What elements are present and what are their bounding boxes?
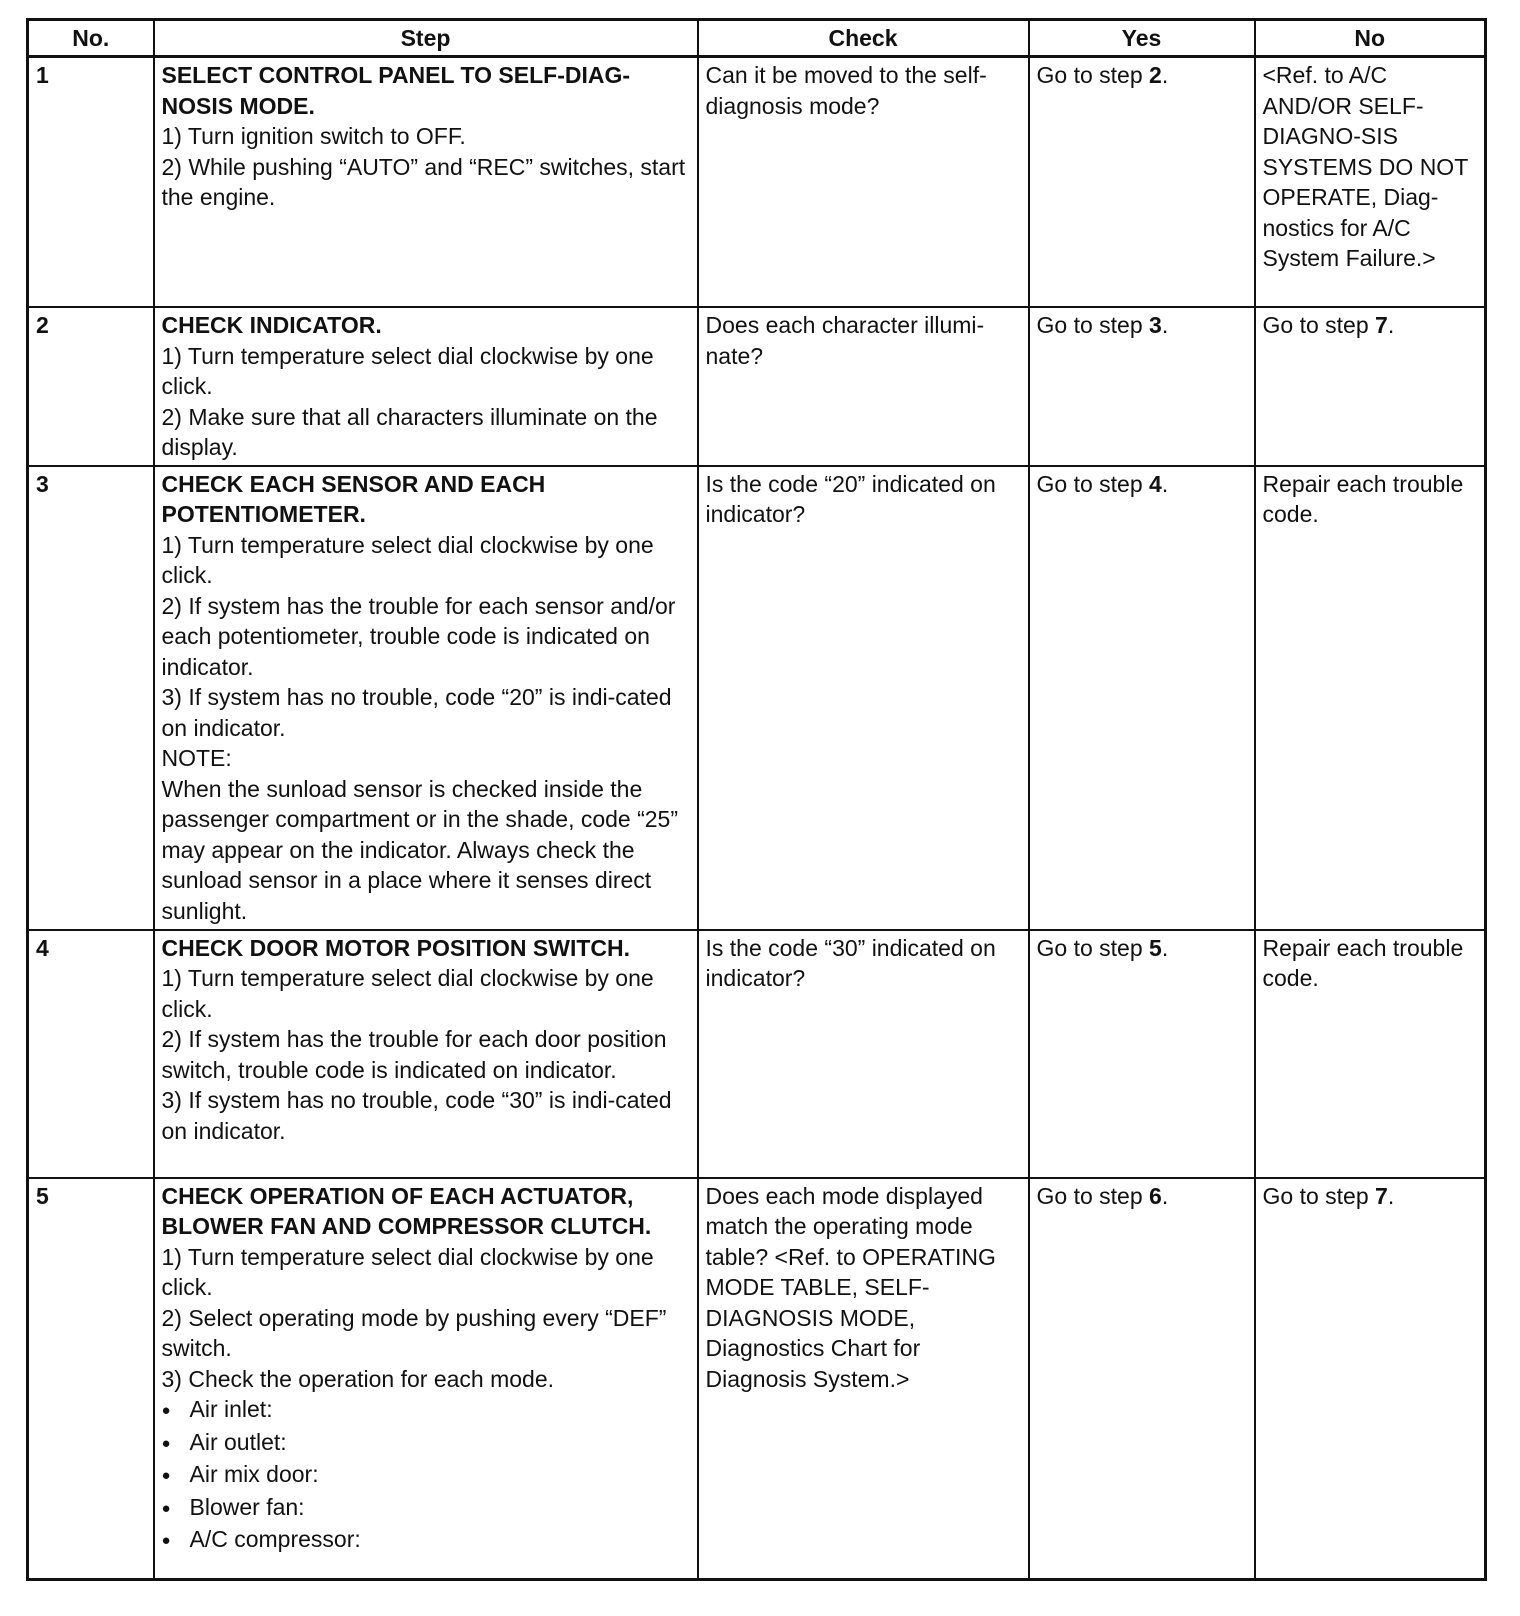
step-line: 3) If system has no trouble, code “30” is indi-cated on indicator.	[161, 1087, 672, 1144]
header-step: Step	[154, 20, 698, 57]
diagnostic-table	[26, 18, 1487, 1581]
step-line: 2) Select operating mode by pushing every “DEF” switch.	[161, 1304, 667, 1361]
yes-prefix: Go to step	[1036, 934, 1150, 961]
no-cell: <Ref. to A/C AND/OR SELF-DIAGNO-SIS SYSTEMS DO NOT OPERATE, Diag-nostics for A/C System Failure.>	[1255, 57, 1486, 308]
step-title: CHECK EACH SENSOR AND EACH POTENTIOMETER.	[161, 470, 546, 527]
table-row	[28, 57, 1486, 308]
step-line: 2) If system has the trouble for each sensor and/or each potentiometer, trouble code is indicated on indicator.	[161, 592, 676, 680]
header-no: No.	[28, 20, 154, 57]
table-row	[28, 307, 1486, 466]
bullet-item: ● Air mix door:	[162, 1459, 690, 1492]
yes-cell: Go to step 6.	[1029, 1178, 1255, 1580]
step-title: SELECT CONTROL PANEL TO SELF-DIAG-NOSIS MODE.	[161, 62, 631, 119]
step-number: 4	[28, 930, 154, 1178]
step-number: 5	[28, 1178, 154, 1580]
yes-prefix: Go to step	[1036, 1182, 1150, 1209]
check-cell: Is the code “20” indicated on indicator?	[698, 466, 1029, 930]
step-line: 1) Turn temperature select dial clockwise by one click.	[161, 531, 654, 588]
no-step-number: 7	[1375, 312, 1388, 338]
table-row	[28, 1178, 1486, 1580]
step-line: 2) While pushing “AUTO” and “REC” switches, start the engine.	[161, 153, 686, 210]
step-line: 2) Make sure that all characters illuminate on the display.	[161, 403, 658, 460]
yes-step-number: 6	[1149, 1182, 1162, 1209]
step-cell	[154, 57, 698, 308]
no-cell: Go to step 7.	[1255, 307, 1486, 466]
yes-cell: Go to step 4.	[1029, 466, 1255, 930]
step-line: 1) Turn ignition switch to OFF.	[161, 123, 466, 149]
header-yes: Yes	[1029, 20, 1255, 57]
step-line: 1) Turn temperature select dial clockwise by one click.	[161, 1243, 654, 1300]
table-header-row	[28, 20, 1486, 57]
step-cell	[154, 307, 698, 466]
step-line: 1) Turn temperature select dial clockwise by one click.	[161, 965, 654, 1022]
note-text: When the sunload sensor is checked inside the passenger compartment or in the shade, code “25” may appear on the indicator. Always check the sunload sensor in a place where it senses direct sunlight.	[161, 775, 679, 924]
step-cell	[154, 1178, 698, 1580]
check-cell: Does each mode displayed match the operating mode table? <Ref. to OPERATING MODE TABLE, SELF-DIAGNOSIS MODE, Diagnostics Chart for Diagnosis System.>	[698, 1178, 1029, 1580]
bullet-item: ● Air inlet:	[162, 1394, 690, 1427]
bullet-item: ● A/C compressor:	[162, 1524, 690, 1557]
table-row	[28, 930, 1486, 1178]
yes-prefix: Go to step	[1036, 312, 1150, 338]
yes-step-number: 3	[1149, 312, 1162, 338]
no-step-number: 7	[1375, 1182, 1388, 1209]
yes-step-number: 2	[1149, 62, 1162, 88]
yes-cell: Go to step 3.	[1029, 307, 1255, 466]
yes-cell: Go to step 5.	[1029, 930, 1255, 1178]
no-cell: Repair each trouble code.	[1255, 930, 1486, 1178]
step-title: CHECK DOOR MOTOR POSITION SWITCH.	[161, 934, 631, 961]
check-cell: Can it be moved to the self-diagnosis mode?	[698, 57, 1029, 308]
header-check: Check	[698, 20, 1029, 57]
yes-prefix: Go to step	[1036, 62, 1150, 88]
step-line: 3) If system has no trouble, code “20” is indi-cated on indicator.	[161, 684, 672, 741]
step-title: CHECK OPERATION OF EACH ACTUATOR, BLOWER FAN AND COMPRESSOR CLUTCH.	[161, 1182, 652, 1239]
yes-prefix: Go to step	[1036, 470, 1150, 497]
yes-step-number: 4	[1149, 470, 1162, 497]
step-cell	[154, 930, 698, 1178]
check-cell: Does each character illumi-nate?	[698, 307, 1029, 466]
check-cell: Is the code “30” indicated on indicator?	[698, 930, 1029, 1178]
bullet-item: ● Air outlet:	[162, 1427, 690, 1460]
step-line: 1) Turn temperature select dial clockwise by one click.	[161, 342, 654, 399]
no-cell: Repair each trouble code.	[1255, 466, 1486, 930]
step-line: 2) If system has the trouble for each door position switch, trouble code is indicated on indicator.	[161, 1026, 667, 1083]
table-row	[28, 466, 1486, 930]
step-title: CHECK INDICATOR.	[161, 312, 382, 338]
step-cell	[154, 466, 698, 930]
step-line: 3) Check the operation for each mode.	[161, 1365, 555, 1392]
bullet-item: ● Blower fan:	[162, 1492, 690, 1525]
step-number: 3	[28, 466, 154, 930]
note-label: NOTE:	[161, 745, 232, 771]
header-no-result: No	[1255, 20, 1486, 57]
yes-step-number: 5	[1149, 934, 1162, 961]
step-number: 2	[28, 307, 154, 466]
step-number: 1	[28, 57, 154, 308]
no-cell: Go to step 7.	[1255, 1178, 1486, 1580]
no-prefix: Go to step	[1262, 1182, 1376, 1209]
no-prefix: Go to step	[1262, 312, 1376, 338]
yes-cell: Go to step 2.	[1029, 57, 1255, 308]
